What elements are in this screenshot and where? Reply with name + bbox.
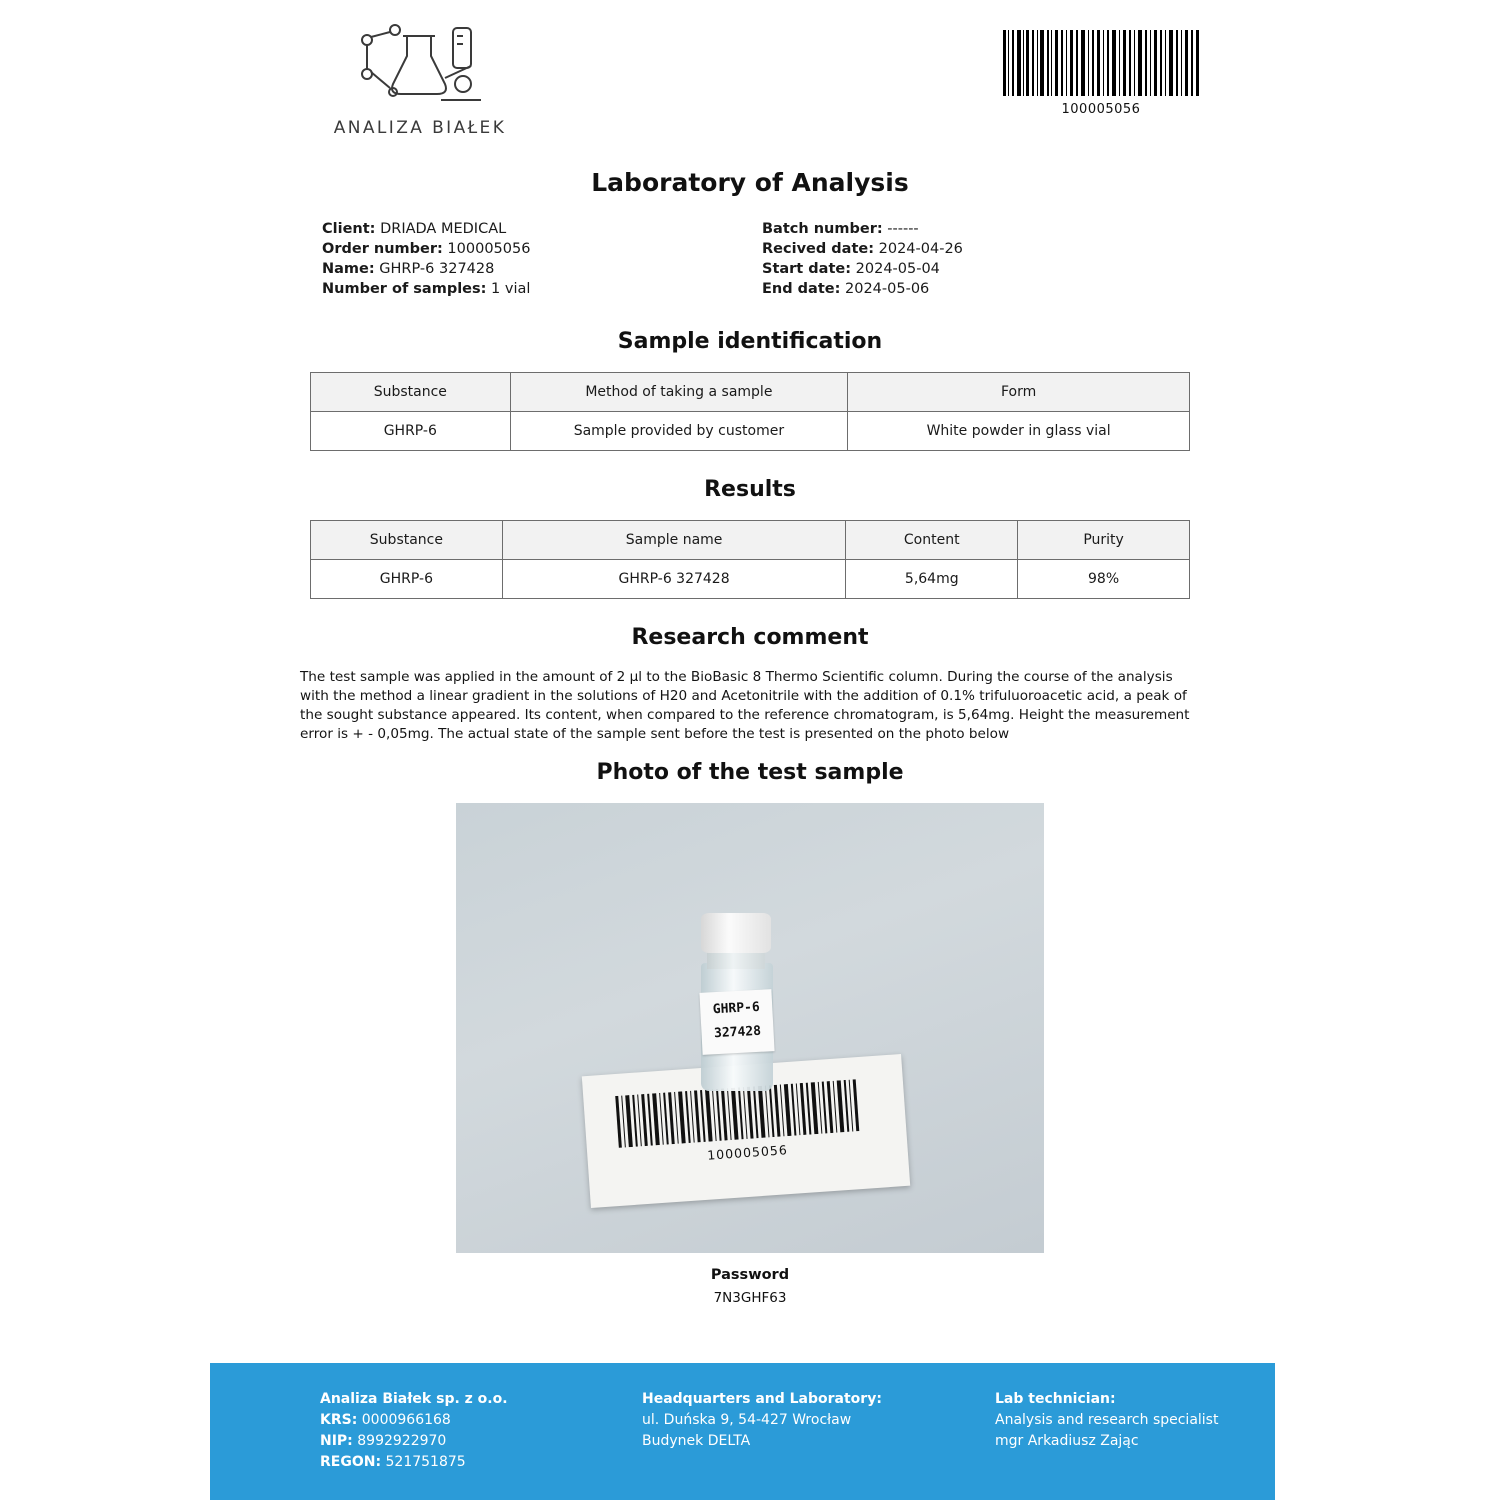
footer-company [320, 1389, 508, 1473]
meta-order-number [322, 239, 530, 259]
footer-headquarters [642, 1389, 882, 1452]
sample-photo [456, 803, 1044, 1253]
meta-name-label: Name: [322, 261, 375, 277]
vial-label [699, 989, 774, 1055]
footer-krs-value: 0000966168 [361, 1412, 451, 1428]
meta-client [322, 219, 530, 239]
cell-method: Sample provided by customer [510, 412, 848, 451]
table-header-row [311, 373, 1190, 412]
meta-start-date [762, 259, 963, 279]
results-table-wrap [310, 520, 1190, 599]
footer-technician-title: Lab technician: [995, 1391, 1116, 1407]
cell-substance: GHRP-6 [311, 560, 503, 599]
meta-client-value: DRIADA MEDICAL [380, 221, 507, 237]
meta-start-date-label: Start date: [762, 261, 852, 277]
table-row [311, 560, 1190, 599]
meta-recived-date-label: Recived date: [762, 241, 875, 257]
table-header-row [311, 521, 1190, 560]
cell-form: White powder in glass vial [848, 412, 1190, 451]
footer-headquarters-title: Headquarters and Laboratory: [642, 1391, 882, 1407]
footer-krs [320, 1410, 508, 1431]
footer-nip-label: NIP: [320, 1433, 353, 1449]
lab-chemistry-icon [345, 22, 495, 114]
col-method: Method of taking a sample [510, 373, 848, 412]
meta-number-of-samples-label: Number of samples: [322, 281, 487, 297]
meta-column-right [762, 219, 963, 299]
results-title: Results [704, 477, 796, 502]
barcode-image [1001, 30, 1201, 96]
barcode-number: 100005056 [1061, 102, 1141, 117]
password-label: Password [710, 1267, 790, 1283]
footer-regon-value: 521751875 [385, 1454, 466, 1470]
col-substance: Substance [311, 373, 511, 412]
photo-barcode-number: 100005056 [706, 1142, 789, 1163]
password-block [0, 1267, 1500, 1306]
footer-headquarters-line1: ul. Duńska 9, 54-427 Wrocław [642, 1412, 852, 1428]
results-table [310, 520, 1190, 599]
meta-start-date-value: 2024-05-04 [855, 261, 940, 277]
vial-label-line2: 327428 [713, 1023, 762, 1042]
cell-content: 5,64mg [846, 560, 1018, 599]
footer-headquarters-line2: Budynek DELTA [642, 1433, 751, 1449]
cell-sample-name: GHRP-6 327428 [502, 560, 846, 599]
meta-order-number-value: 100005056 [447, 241, 531, 257]
brand-logo [320, 22, 520, 138]
meta-name-value: GHRP-6 327428 [379, 261, 495, 277]
footer-regon-label: REGON: [320, 1454, 382, 1470]
col-substance: Substance [311, 521, 503, 560]
footer-krs-label: KRS: [320, 1412, 358, 1428]
footer-technician-line2: mgr Arkadiusz Zając [995, 1433, 1139, 1449]
meta-batch-number-label: Batch number: [762, 221, 883, 237]
footer-nip [320, 1431, 508, 1452]
page-title: Laboratory of Analysis [591, 168, 909, 197]
meta-end-date [762, 279, 963, 299]
document-footer [210, 1363, 1275, 1500]
order-meta [0, 219, 1500, 303]
document-header [0, 0, 1500, 150]
cell-substance: GHRP-6 [311, 412, 511, 451]
footer-company-name: Analiza Białek sp. z o.o. [320, 1391, 508, 1407]
sample-identification-title: Sample identification [617, 329, 883, 354]
meta-number-of-samples-value: 1 vial [491, 281, 531, 297]
table-row [311, 412, 1190, 451]
meta-name [322, 259, 530, 279]
vial-label-line1: GHRP-6 [712, 999, 761, 1018]
meta-end-date-label: End date: [762, 281, 841, 297]
col-content: Content [846, 521, 1018, 560]
footer-nip-value: 8992922970 [357, 1433, 447, 1449]
meta-recived-date-value: 2024-04-26 [878, 241, 963, 257]
meta-column-left [322, 219, 530, 299]
research-comment-text: The test sample was applied in the amount of 2 µl to the BioBasic 8 Thermo Scientific column. During the course of the analysis with the method a linear gradient in the solutions of H20 and Acetonitrile with the addition of 0.1% trifuluoroacetic acid, a peak of the sought substance appeared. Its content, when compared to the reference chromatogram, is 5,64mg. Height the measurement error is + - 0,05mg. The actual state of the sample sent before the test is presented on the photo below [300, 669, 1190, 742]
photo-wrap [456, 803, 1044, 1253]
footer-technician-line1: Analysis and research specialist [995, 1412, 1219, 1428]
meta-client-label: Client: [322, 221, 376, 237]
col-purity: Purity [1018, 521, 1190, 560]
sample-vial [693, 913, 781, 1093]
meta-end-date-value: 2024-05-06 [845, 281, 930, 297]
photo-title: Photo of the test sample [596, 760, 904, 785]
brand-name: ANALIZA BIAŁEK [333, 118, 507, 138]
password-value: 7N3GHF63 [713, 1290, 787, 1306]
cell-purity: 98% [1018, 560, 1190, 599]
sample-identification-table-wrap [310, 372, 1190, 451]
footer-technician [995, 1389, 1218, 1452]
order-barcode [996, 30, 1206, 117]
col-form: Form [848, 373, 1190, 412]
meta-batch-number-value: ------ [887, 221, 919, 237]
meta-number-of-samples [322, 279, 530, 299]
col-sample-name: Sample name [502, 521, 846, 560]
research-comment-title: Research comment [631, 625, 869, 650]
meta-recived-date [762, 239, 963, 259]
meta-order-number-label: Order number: [322, 241, 443, 257]
sample-identification-table [310, 372, 1190, 451]
meta-batch-number [762, 219, 963, 239]
footer-regon [320, 1452, 508, 1473]
vial-cap [701, 913, 771, 953]
